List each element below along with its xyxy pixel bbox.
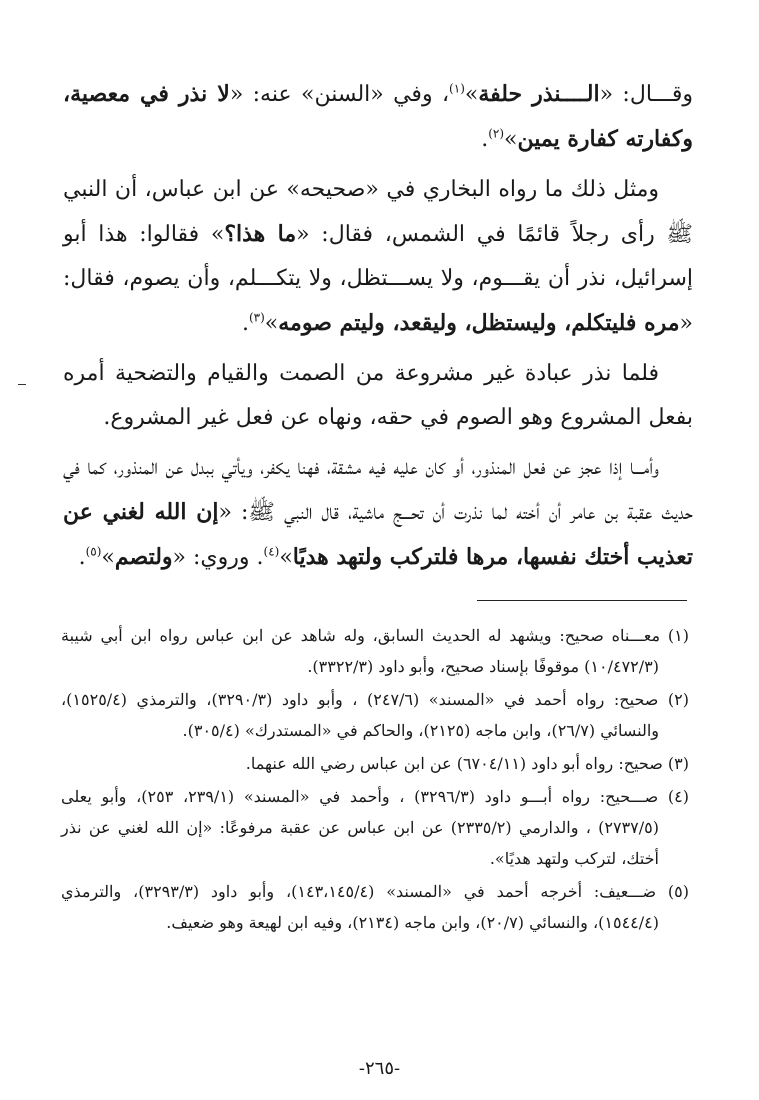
paragraph-3: فلما نذر عبادة غير مشروعة من الصمت والقيام والتضحية أمره بفعل المشروع وهو الصوم في حقه، ونهاه عن فعل غير المشروع. [63, 361, 693, 430]
hadith-quote: لا نذر في معصية، وكفارته كفارة يمين [63, 81, 693, 152]
footnote-divider [477, 600, 687, 601]
text-run: . [241, 311, 249, 336]
paragraph-1 [63, 72, 693, 162]
footnote-2: (٢) صحيح: رواه أحمد في «المسند» (٢٤٧/٦) ، وأبو داود (٣٢٩٠/٣)، والترمذي (١٥٢٥/٤)، والنسائي (٢٦/٧)، وابن ماجه (٢١٢٥)، والحاكم في «المستدرك» (٣٠٥/٤). [61, 690, 690, 740]
text-run: ، وفي «السنن» عنه: « [229, 82, 450, 107]
paragraph-2 [63, 168, 693, 346]
text-run: » [504, 127, 518, 152]
footnote-1: (١) معـــناه صحيح: ويشهد له الحديث السابق، وله شاهد عن ابن عباس رواه ابن أبي شيبة (١٠/٤٧٢/٣) موقوفًا بإسناد صحيح، وأبو داود (٣٣٢٢/٣). [61, 626, 689, 676]
hadith-quote: ما هذا؟ [224, 221, 297, 247]
footnote-ref: (٥) [85, 544, 102, 559]
paragraph-4 [63, 446, 693, 580]
text-run: وقـــال: « [599, 82, 693, 107]
footnote-ref: (٤) [263, 544, 280, 559]
text-run: وأمـــا إذا عجز عن فعل المنذور، أو كان عليه فيه مشقة، فهنا يكفر، ويأتي ببدل عن المنذور، كما في حديث عقبة بن عامر أن أخته لما نذرت أن تحـــج ماشية، قال النبي ﷺ: « [63, 455, 693, 525]
footnote-4: (٤) صـــحيح: رواه أبـــو داود (٣٢٩٦/٣) ، وأحمد في «المسند» (٢٣٩/١، ٢٥٣)، وأبو يعلى (٢٧٣٧/٥) ، والدارمي (٢٣٣٥/٢) عن ابن عباس عن عقبة مرفوعًا: «إن الله لغني عن نذر أختك، لتركب ولتهد هديًا». [61, 787, 689, 868]
hadith-quote: ولتصم [114, 544, 173, 570]
text-run: . وروي: « [172, 545, 264, 570]
margin-mark [18, 384, 26, 385]
text-run: » [464, 82, 479, 107]
footnote-ref: (١) [449, 81, 465, 96]
text-run: » [101, 545, 115, 570]
hadith-quote: الــــنذر حلفة [478, 81, 600, 107]
text-run: » [279, 545, 293, 570]
text-run: » [264, 311, 279, 336]
footnote-3: (٣) صحيح: رواه أبو داود (٦٧٠٤/١١) عن ابن عباس رضي الله عنهما. [245, 754, 689, 773]
footnote-5: (٥) ضـــعيف: أخرجه أحمد في «المسند» (١٤٣،١٤٥/٤)، وأبو داود (٣٢٩٣/٣)، والترمذي (١٥٤٤/٤)، والنسائي (٢٠/٧)، وابن ماجه (٢١٣٤)، وفيه ابن لهيعة وهو ضعيف. [61, 882, 690, 932]
text-run: » فقالوا: هذا أبو إسرائيل، نذر أن يقـــوم، ولا يســـتظل، ولا يتكـــلم، وأن يصوم، فقال: « [63, 222, 693, 336]
footnote-ref: (٢) [488, 126, 505, 141]
main-text [63, 72, 693, 586]
text-run: . [78, 545, 86, 570]
hadith-quote: مره فليتكلم، وليستظل، وليقعد، وليتم صومه [278, 310, 680, 336]
footnotes [61, 620, 689, 940]
text-run: ومثل ذلك ما رواه البخاري في «صحيحه» عن ابن عباس، أن النبي ﷺ رأى رجلاً قائمًا في الشمس، فقال: « [63, 177, 693, 247]
footnote-ref: (٣) [248, 310, 265, 325]
hadith-quote: إن الله لغني عن تعذيب أختك نفسها، مرها فلتركب ولتهد هديًا [63, 499, 693, 570]
text-run: . [481, 127, 489, 152]
page-number: -٢٦٥- [358, 1058, 401, 1079]
